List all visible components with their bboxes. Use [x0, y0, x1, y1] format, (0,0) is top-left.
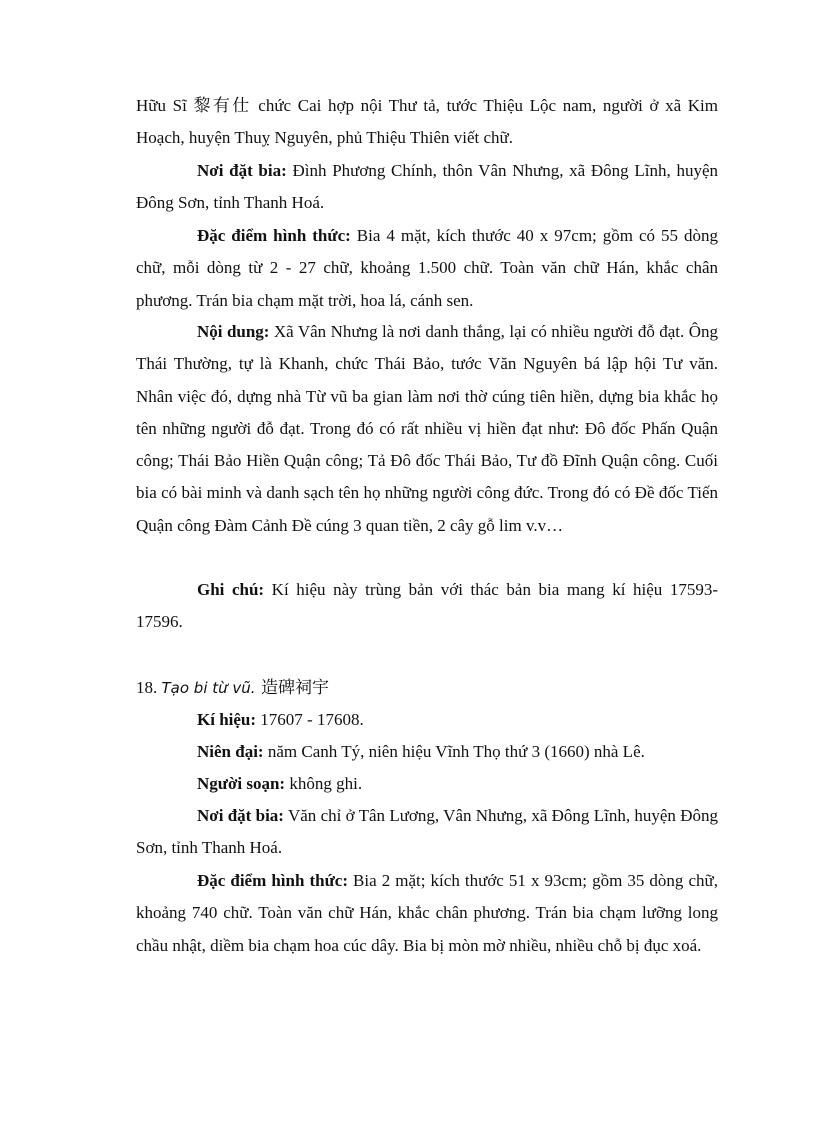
paragraph-location-18: [136, 800, 718, 865]
field-label: Đặc điểm hình thức:: [197, 226, 351, 245]
line-nien-dai: [197, 736, 645, 768]
entry-title-italic: Tạo bi từ vũ.: [161, 679, 256, 697]
field-label: Nơi đặt bia:: [197, 806, 284, 825]
paragraph-content: [136, 316, 718, 542]
field-value: Bia 2 mặt; kích thước 51 x 93cm; gồm 35 dòng chữ, khoảng 740 chữ. Toàn văn chữ Hán, khắc chân phương. Trán bia chạm lưỡng long chầu nhật, diềm bia chạm hoa cúc dây. Bia bị mòn mờ nhiều, nhiều chỗ bị đục xoá.: [136, 871, 718, 955]
field-label: Ghi chú:: [197, 580, 265, 599]
entry-number: 18.: [136, 678, 162, 697]
line-nguoi-soan: [197, 768, 362, 800]
han-name: 黎有仕: [193, 96, 252, 116]
field-value: Kí hiệu này trùng bản với thác bản bia mang kí hiệu 17593-17596.: [136, 580, 718, 632]
field-label: Người soạn:: [197, 774, 286, 793]
field-value: Đình Phương Chính, thôn Vân Nhưng, xã Đông Lĩnh, huyện Đông Sơn, tỉnh Thanh Hoá.: [136, 161, 718, 213]
field-value: Văn chỉ ở Tân Lương, Vân Nhưng, xã Đông Lĩnh, huyện Đông Sơn, tỉnh Thanh Hoá.: [136, 806, 718, 858]
field-label: Nội dung:: [197, 322, 270, 341]
paragraph-scribe: [136, 90, 718, 155]
field-label: Đặc điểm hình thức:: [197, 871, 348, 890]
field-value: Bia 4 mặt, kích thước 40 x 97cm; gồm có 55 dòng chữ, mỗi dòng từ 2 - 27 chữ, khoảng 1.500 chữ. Toàn văn chữ Hán, khắc chân phương. Trán bia chạm mặt trời, hoa lá, cánh sen.: [136, 226, 718, 310]
field-value: năm Canh Tý, niên hiệu Vĩnh Thọ thứ 3 (1660) nhà Lê.: [263, 742, 645, 761]
text: Hữu Sĩ: [136, 96, 194, 115]
line-ki-hieu: [197, 704, 364, 736]
field-label: Niên đại:: [197, 742, 264, 761]
field-value: không ghi.: [285, 774, 363, 793]
field-value: Xã Vân Nhưng là nơi danh thắng, lại có nhiều người đỗ đạt. Ông Thái Thường, tự là Khanh, chức Thái Bảo, tước Văn Nguyên bá lập hội Tư văn. Nhân việc đó, dựng nhà Từ vũ ba gian làm nơi thờ cúng tiên hiền, dựng bia khắc họ tên những người đỗ đạt. Trong đó có rất nhiều vị hiền đạt như: Đô đốc Phấn Quận công; Thái Bảo Hiền Quận công; Tả Đô đốc Thái Bảo, Tư đồ Đĩnh Quận công. Cuối bia có bài minh và danh sạch tên họ những người công đức. Trong đó có Đề đốc Tiến Quận công Đàm Cảnh Đề cúng 3 quan tiền, 2 cây gỗ lim v.v…: [136, 322, 718, 535]
field-value: 17607 - 17608.: [256, 710, 364, 729]
entry-title: [136, 672, 329, 704]
paragraph-location: [136, 155, 718, 220]
field-label: Kí hiệu:: [197, 710, 257, 729]
field-label: Nơi đặt bia:: [197, 161, 287, 180]
paragraph-form-18: [136, 865, 718, 962]
entry-title-han: 造碑祠宇: [255, 678, 329, 698]
paragraph-form: [136, 220, 718, 317]
paragraph-note: [136, 574, 718, 639]
text: chức Cai hợp nội Thư tả, tước Thiệu Lộc nam, người ở xã Kim Hoạch, huyện Thuỵ Nguyên, phủ Thiệu Thiên viết chữ.: [136, 96, 719, 148]
